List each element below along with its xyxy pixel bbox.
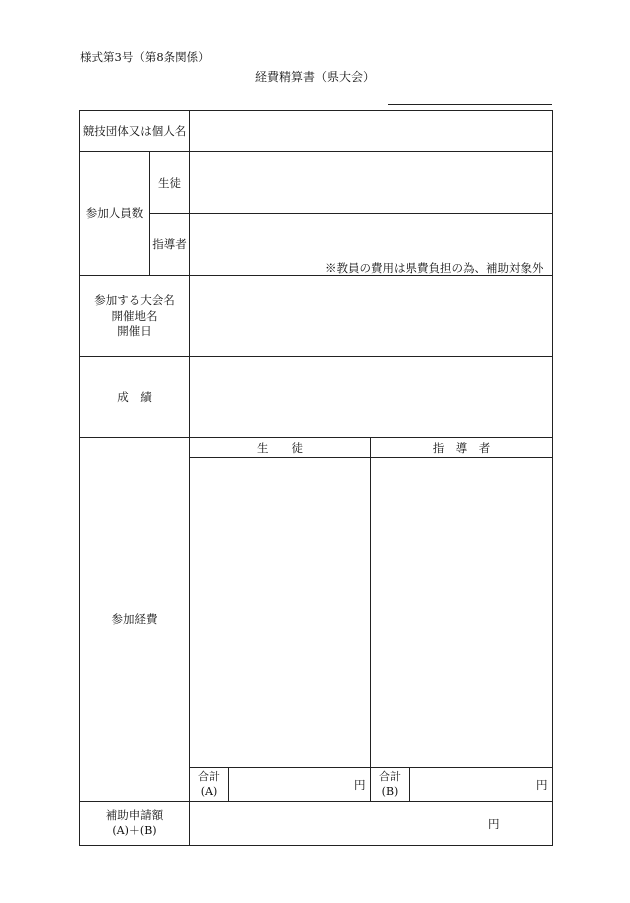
subtotal-a-yen: 円 xyxy=(354,778,366,792)
student-expenses-field[interactable] xyxy=(190,458,370,767)
document-title: 経費精算書（県大会） xyxy=(254,70,375,84)
table-border-right xyxy=(552,110,553,846)
students-count-field[interactable] xyxy=(190,152,552,213)
results-field[interactable] xyxy=(190,357,552,437)
students-label: 生徒 xyxy=(158,176,181,190)
signature-line xyxy=(388,104,552,105)
instructors-label: 指導者 xyxy=(152,237,187,251)
tournament-name-label: 参加する大会名 xyxy=(94,293,175,307)
expenses-label: 参加経費 xyxy=(111,612,158,626)
form-number: 様式第3号（第8条関係） xyxy=(80,50,210,64)
subtotal-a-field[interactable] xyxy=(229,768,370,801)
row-divider-results xyxy=(79,437,553,438)
instructor-expenses-field[interactable] xyxy=(371,458,552,767)
instructors-count-field[interactable] xyxy=(190,214,552,258)
expenses-instructors-header: 指 導 者 xyxy=(432,441,491,455)
event-date-label: 開催日 xyxy=(117,324,152,338)
subtotal-b-label: 合計 xyxy=(379,770,401,783)
subtotal-b-yen: 円 xyxy=(536,778,548,792)
expenses-students-header: 生 徒 xyxy=(257,441,303,455)
subtotal-a-label: 合計 xyxy=(198,770,220,783)
tournament-info-field[interactable] xyxy=(190,276,552,356)
subtotal-a-mark: (A) xyxy=(200,785,218,798)
subsidy-yen: 円 xyxy=(488,817,500,831)
results-label: 成 績 xyxy=(117,390,152,404)
venue-label: 開催地名 xyxy=(111,309,158,323)
participants-label: 参加人員数 xyxy=(85,206,144,220)
subtotal-b-mark: (B) xyxy=(381,785,399,798)
team-name-field[interactable] xyxy=(190,111,552,151)
subsidy-formula: (A)＋(B) xyxy=(112,824,157,837)
team-name-label: 競技団体又は個人名 xyxy=(82,124,187,138)
subtotal-b-field[interactable] xyxy=(410,768,552,801)
teacher-cost-note: ※教員の費用は県費負担の為、補助対象外 xyxy=(325,261,544,275)
table-border-bottom xyxy=(79,845,553,846)
subsidy-label: 補助申請額 xyxy=(105,808,164,822)
